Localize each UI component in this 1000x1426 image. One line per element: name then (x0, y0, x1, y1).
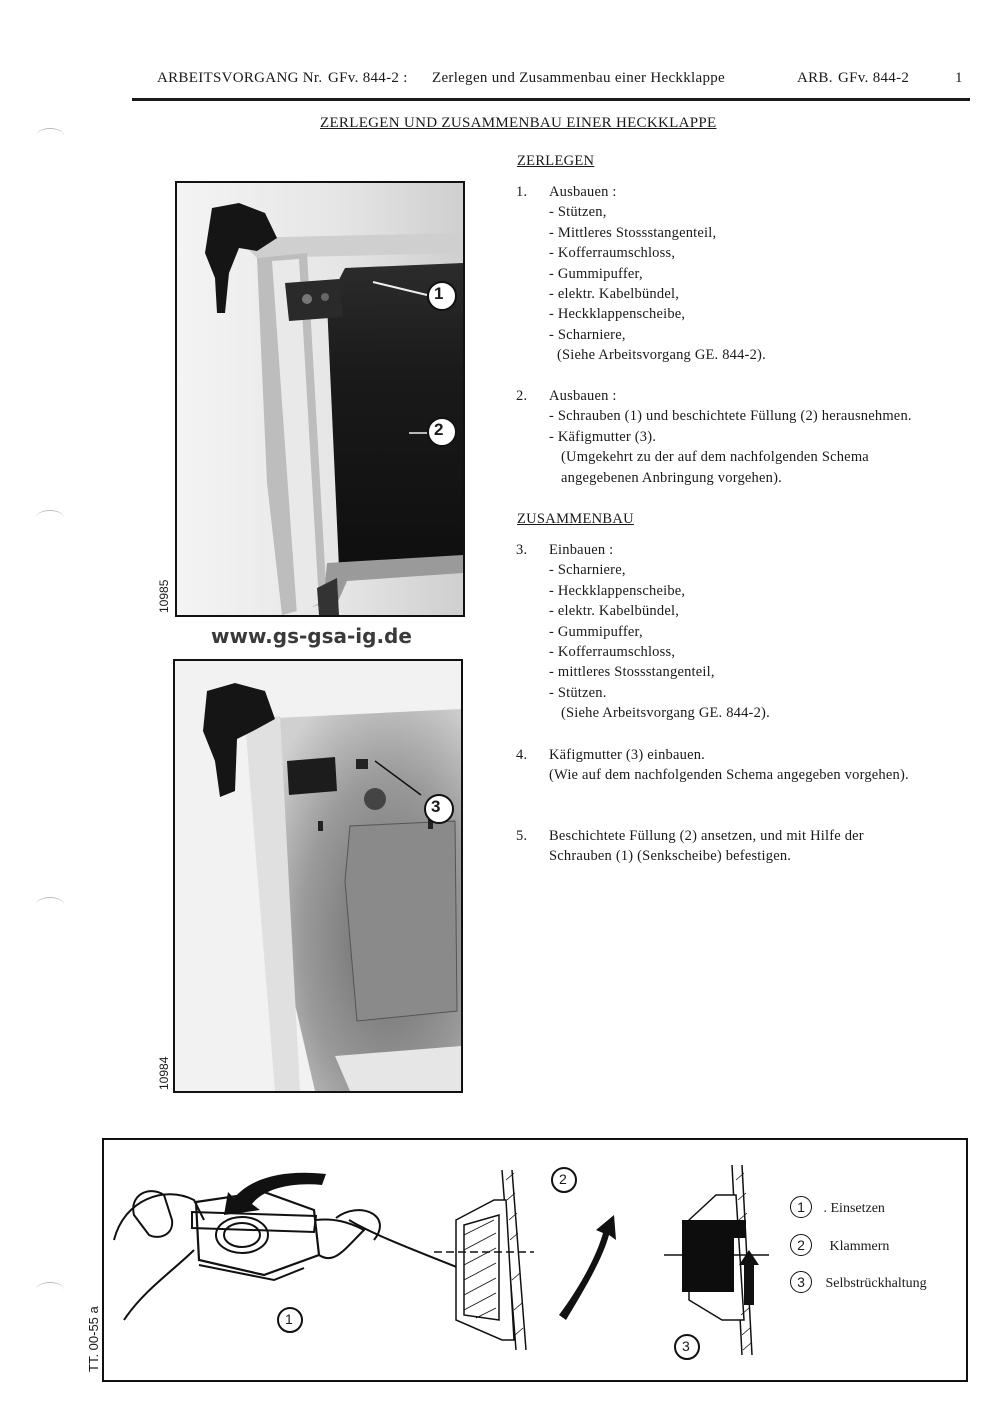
step-line: - Stützen. (549, 684, 607, 701)
step-number: 4. (516, 747, 528, 763)
step-line: Schrauben (1) (Senkscheibe) befestigen. (549, 848, 792, 865)
step-line: Einbauen : (549, 542, 614, 558)
legend-text: Klammern (829, 1239, 890, 1254)
step-number: 3. (516, 542, 528, 558)
callout-3: 3 (431, 797, 441, 816)
step-line: - Kofferraumschloss, (549, 644, 676, 660)
step-line: - Heckklappenscheibe, (549, 306, 686, 323)
legend-item-2 (790, 1234, 889, 1256)
step-number: 2. (516, 388, 528, 404)
header-subject: Zerlegen und Zusammenbau einer Heckklappe (432, 70, 726, 86)
step-line: Ausbauen : (549, 388, 617, 404)
step-line: (Umgekehrt zu der auf dem nachfolgenden Schema (561, 449, 869, 466)
diagram-drawing (104, 1140, 962, 1376)
photo2-ref: 10984 (157, 1056, 171, 1090)
step-line: - Gummipuffer, (549, 623, 643, 640)
step-line: Beschichtete Füllung (2) ansetzen, und mit Hilfe der (549, 828, 864, 844)
legend-item-1 (790, 1196, 885, 1218)
section-zerlegen: ZERLEGEN (517, 153, 595, 169)
diagram-ref: TT. 00-55 a (86, 1306, 101, 1372)
step-line: Ausbauen : (549, 184, 617, 200)
step-line: angegebenen Anbringung vorgehen). (561, 469, 782, 486)
step-line: (Wie auf dem nachfolgenden Schema angegeben vorgehen). (549, 767, 909, 784)
step-line: (Siehe Arbeitsvorgang GE. 844-2). (557, 347, 766, 364)
photo1-ref: 10985 (157, 579, 171, 613)
step-line: - Gummipuffer, (549, 265, 643, 282)
punch-mark (36, 510, 64, 525)
step-number: 5. (516, 828, 528, 844)
legend-text: . Einsetzen (823, 1201, 885, 1216)
header-label: ARBEITSVORGANG Nr. (157, 70, 323, 86)
legend-number: 2 (790, 1234, 812, 1256)
watermark-url: www.gs-gsa-ig.de (211, 624, 412, 648)
legend-number: 3 (790, 1271, 812, 1293)
step-line: - Schrauben (1) und beschichtete Füllung (2) herausnehmen. (549, 408, 912, 425)
header-code: GFv. 844-2 : (328, 70, 408, 86)
step-line: - Scharniere, (549, 562, 626, 579)
step-line: - Mittleres Stossstangenteil, (549, 224, 717, 241)
step-number: 1. (516, 184, 528, 200)
step-line: - elektr. Kabelbündel, (549, 286, 680, 302)
step-line: - elektr. Kabelbündel, (549, 603, 680, 620)
punch-mark (36, 128, 64, 143)
header-right-prefix: ARB. (797, 70, 833, 86)
step-line: - mittleres Stossstangenteil, (549, 664, 715, 681)
legend-number: 1 (790, 1196, 812, 1218)
step-line: Käfigmutter (3) einbauen. (549, 747, 705, 763)
step-line: - Heckklappenscheibe, (549, 582, 686, 599)
diagram-label-3: 3 (682, 1338, 690, 1354)
diagram-label-1: 1 (285, 1311, 293, 1327)
photo-tailgate-inner (173, 659, 463, 1093)
callout-2: 2 (434, 420, 444, 439)
header-rule (132, 98, 970, 101)
step-line: - Scharniere, (549, 326, 626, 343)
step-line: (Siehe Arbeitsvorgang GE. 844-2). (561, 705, 770, 722)
header-right-code: GFv. 844-2 (838, 70, 910, 86)
punch-mark (36, 897, 64, 912)
callout-1: 1 (434, 284, 444, 303)
page-title: ZERLEGEN UND ZUSAMMENBAU EINER HECKKLAPPE (320, 115, 717, 131)
diagram-label-2: 2 (559, 1171, 567, 1187)
punch-mark (36, 1282, 64, 1297)
photo-tailgate-panel (175, 181, 465, 617)
cage-nut-diagram (102, 1138, 968, 1382)
step-line: - Stützen, (549, 204, 607, 221)
step-line: - Kofferraumschloss, (549, 245, 676, 262)
step-line: - Käfigmutter (3). (549, 428, 657, 445)
legend-text: Selbstrückhaltung (825, 1276, 927, 1291)
section-zusammenbau: ZUSAMMENBAU (517, 511, 634, 527)
legend-item-3 (790, 1271, 927, 1293)
page-number: 1 (955, 70, 963, 86)
